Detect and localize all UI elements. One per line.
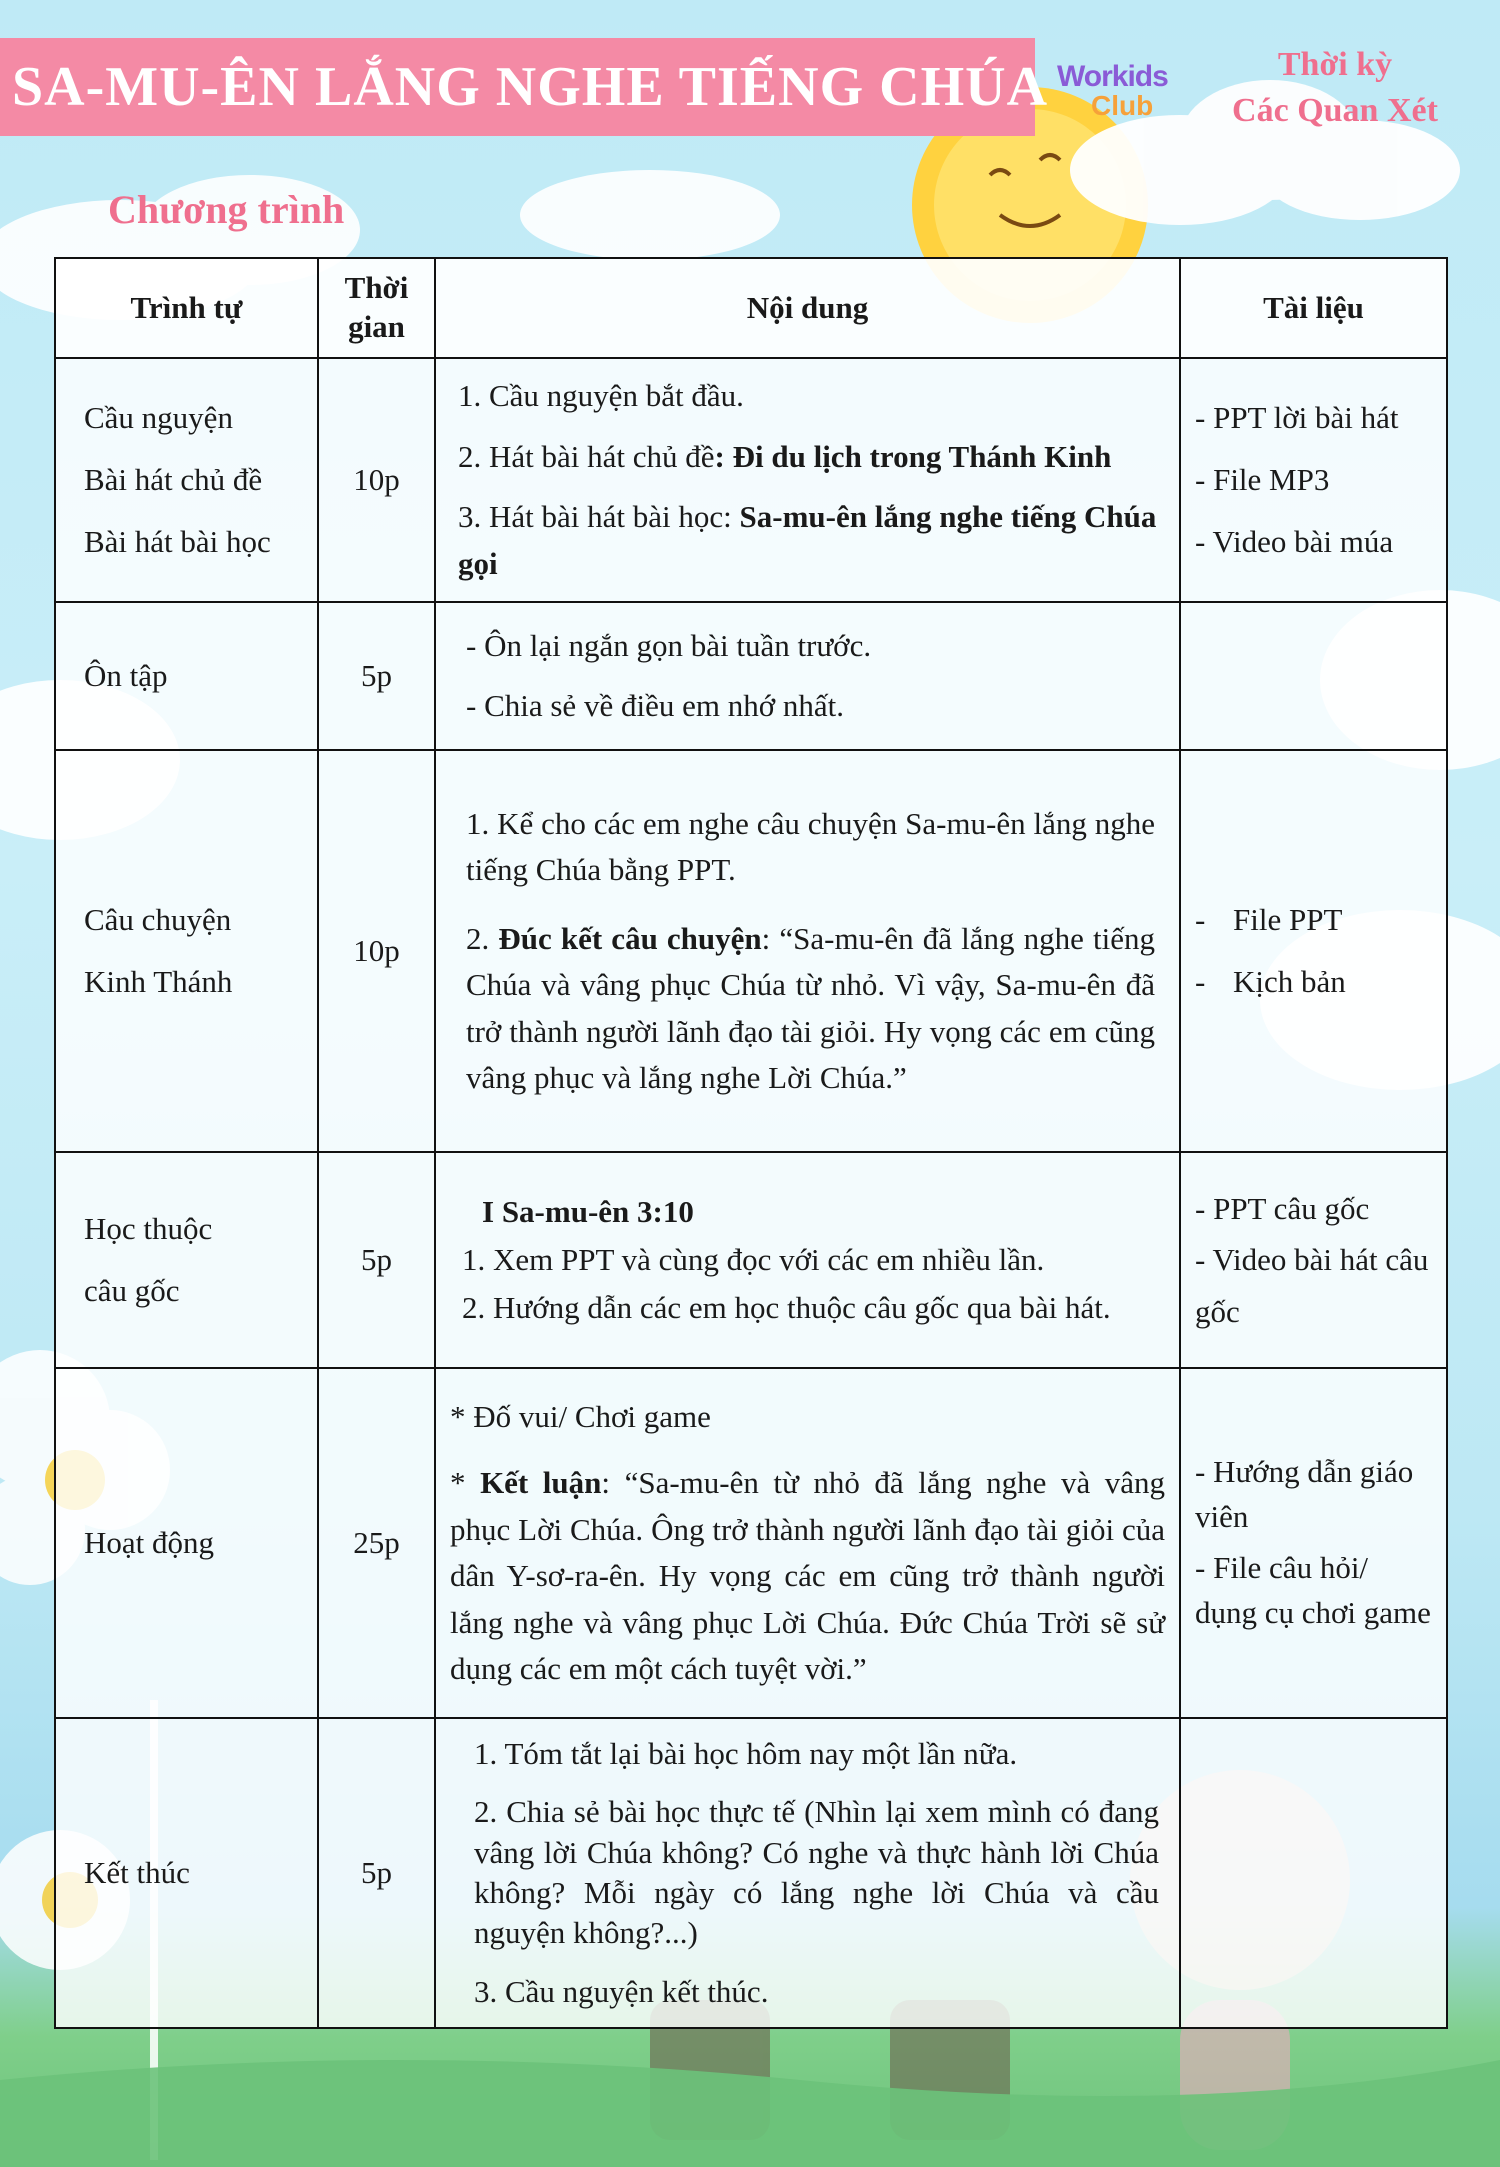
row-docs: - PPT câu gốc - Video bài hát câu gốc bbox=[1180, 1152, 1447, 1368]
row-time: 5p bbox=[318, 1718, 435, 2028]
row-step: Câu chuyện Kinh Thánh bbox=[55, 750, 318, 1152]
header-docs: Tài liệu bbox=[1180, 258, 1447, 358]
row-time: 10p bbox=[318, 358, 435, 602]
row-step: Hoạt động bbox=[55, 1368, 318, 1718]
header-time: Thời gian bbox=[318, 258, 435, 358]
row-content: - Ôn lại ngắn gọn bài tuần trước. - Chia sẻ về điều em nhớ nhất. bbox=[435, 602, 1180, 750]
table-row bbox=[55, 1718, 1447, 2028]
row-time: 10p bbox=[318, 750, 435, 1152]
section-heading: Chương trình bbox=[108, 187, 345, 232]
row-time: 5p bbox=[318, 602, 435, 750]
row-step: Học thuộc câu gốc bbox=[55, 1152, 318, 1368]
row-content: * Đố vui/ Chơi game * Kết luận: “Sa-mu-ên từ nhỏ đã lắng nghe và vâng phục Lời Chúa. Ông trở thành người lãnh đạo tài giỏi của dân Y-sơ-ra-ên. Hy vọng các em cũng trở thành người lắng nghe và vâng phục Lời Chúa. Đức Chúa Trời sẽ sử dụng các em một cách tuyệt vời.” bbox=[435, 1368, 1180, 1718]
logo-text-club: Club bbox=[1091, 90, 1154, 121]
row-content: I Sa-mu-ên 3:10 1. Xem PPT và cùng đọc với các em nhiều lần. 2. Hướng dẫn các em học thuộc câu gốc qua bài hát. bbox=[435, 1152, 1180, 1368]
header-content: Nội dung bbox=[435, 258, 1180, 358]
row-docs: - PPT lời bài hát - File MP3 - Video bài múa bbox=[1180, 358, 1447, 602]
row-docs bbox=[1180, 1718, 1447, 2028]
row-time: 5p bbox=[318, 1152, 435, 1368]
title-banner bbox=[0, 38, 1049, 136]
row-content: 1. Tóm tắt lại bài học hôm nay một lần nữa. 2. Chia sẻ bài học thực tế (Nhìn lại xem mình có đang vâng lời Chúa không? Có nghe và thực hành lời Chúa không? Mỗi ngày có lắng nghe lời Chúa và cầu nguyện không?...) 3. Cầu nguyện kết thúc. bbox=[435, 1718, 1180, 2028]
row-step: Cầu nguyện Bài hát chủ đề Bài hát bài học bbox=[55, 358, 318, 602]
logo-text-workids: Workids bbox=[1057, 60, 1168, 93]
table-row bbox=[55, 358, 1447, 602]
row-docs bbox=[1180, 602, 1447, 750]
program-table bbox=[54, 257, 1448, 2029]
row-docs: - File PPT - Kịch bản bbox=[1180, 750, 1447, 1152]
table-row bbox=[55, 750, 1447, 1152]
row-step: Ôn tập bbox=[55, 602, 318, 750]
row-content: 1. Cầu nguyện bắt đầu. 2. Hát bài hát chủ đề: Đi du lịch trong Thánh Kinh 3. Hát bài hát bài học: Sa-mu-ên lắng nghe tiếng Chúa gọi bbox=[435, 358, 1180, 602]
period-line2: Các Quan Xét bbox=[1232, 92, 1438, 129]
workids-club-logo bbox=[1055, 58, 1195, 128]
row-time: 25p bbox=[318, 1368, 435, 1718]
row-step: Kết thúc bbox=[55, 1718, 318, 2028]
table-row bbox=[55, 1368, 1447, 1718]
page-title: SA-MU-ÊN LẮNG NGHE TIẾNG CHÚA bbox=[12, 56, 1049, 118]
table-header-row bbox=[55, 258, 1447, 358]
header-step: Trình tự bbox=[55, 258, 318, 358]
table-row bbox=[55, 602, 1447, 750]
row-docs: - Hướng dẫn giáo viên - File câu hỏi/ dụng cụ chơi game bbox=[1180, 1368, 1447, 1718]
table-row bbox=[55, 1152, 1447, 1368]
period-line1: Thời kỳ bbox=[1277, 46, 1393, 83]
period-label bbox=[1205, 42, 1465, 134]
row-content: 1. Kể cho các em nghe câu chuyện Sa-mu-ên lắng nghe tiếng Chúa bằng PPT. 2. Đúc kết câu chuyện: “Sa-mu-ên đã lắng nghe tiếng Chúa và vâng phục Chúa từ nhỏ. Vì vậy, Sa-mu-ên đã trở thành người lãnh đạo tài giỏi. Hy vọng các em cũng vâng phục và lắng nghe Lời Chúa.” bbox=[435, 750, 1180, 1152]
